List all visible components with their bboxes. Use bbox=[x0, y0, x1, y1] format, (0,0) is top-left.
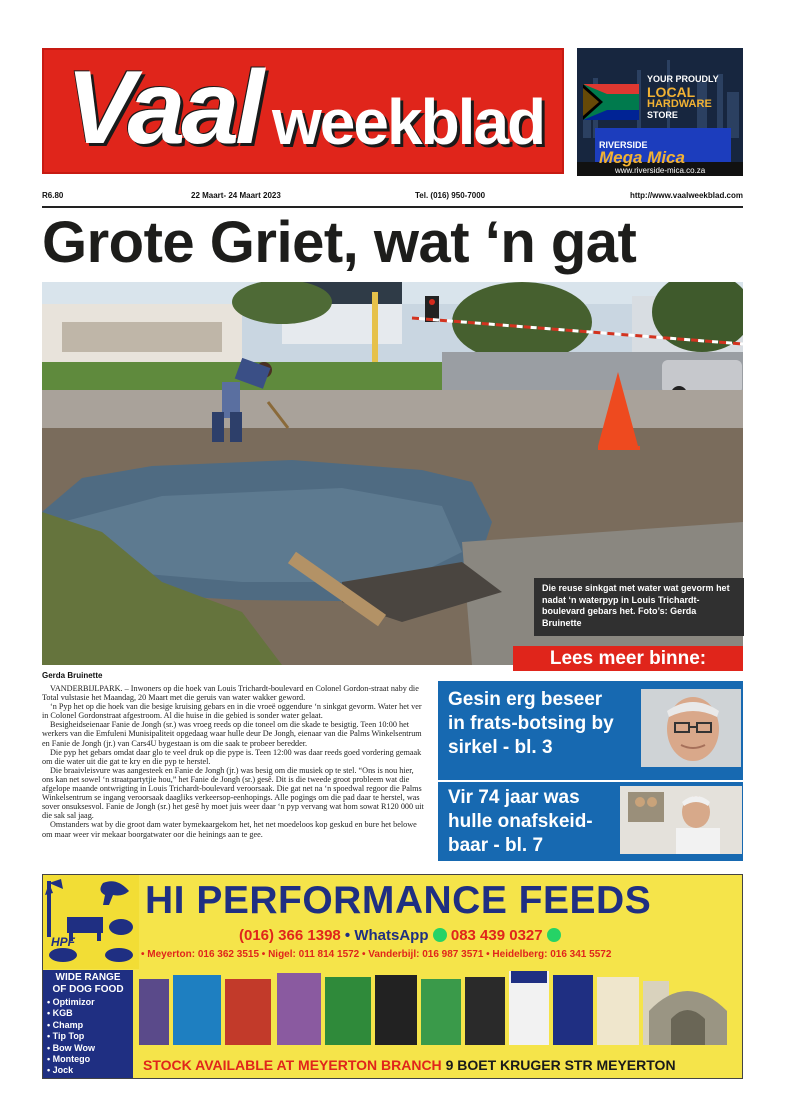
dog-food-brand: • Bow Wow bbox=[47, 1042, 95, 1053]
dog-food-brand-list bbox=[47, 997, 95, 1077]
ad-stock-line bbox=[143, 1057, 676, 1073]
south-africa-flag-icon bbox=[583, 84, 639, 120]
issue-info-bar bbox=[42, 191, 743, 205]
ad-brand-top: RIVERSIDE bbox=[599, 140, 648, 150]
ad-phone[interactable]: (016) 366 1398 bbox=[239, 927, 341, 944]
issue-dates: 22 Maart- 24 Maart 2023 bbox=[191, 191, 281, 200]
hpf-logo-lettering: HPF bbox=[51, 935, 75, 949]
teaser-headline: Gesin erg beseer in frats-botsing by sirkel - bl. 3 bbox=[448, 689, 614, 758]
ad-line-4: STORE bbox=[647, 110, 678, 120]
ad-branch-numbers: • Meyerton: 016 362 3515 • Nigel: 011 814 1572 • Vanderbijl: 016 987 3571 • Heidelberg: 016 341 5572 bbox=[141, 949, 612, 960]
dog-food-range-box bbox=[43, 970, 133, 1079]
issue-price: R6.80 bbox=[42, 191, 64, 200]
dog-food-heading: OF DOG FOOD bbox=[52, 984, 124, 995]
article-body bbox=[42, 684, 427, 839]
dog-food-brand: • Tip Top bbox=[47, 1031, 85, 1042]
page-headline: Grote Griet, wat ‘n gat bbox=[42, 210, 637, 275]
lees-meer-banner: Lees meer binne: bbox=[513, 646, 743, 671]
dog-food-brand: • Montego bbox=[47, 1054, 91, 1065]
ad-phone-line: (016) 366 1398 • WhatsApp 083 439 0327 bbox=[239, 927, 561, 944]
ad-brand-name: Mega Mica bbox=[599, 148, 685, 167]
dog-food-heading: WIDE RANGE bbox=[55, 972, 121, 983]
ad-line-2: LOCAL bbox=[647, 84, 696, 100]
ad-website[interactable]: www.riverside-mica.co.za bbox=[615, 166, 706, 175]
ad-whatsapp-number[interactable]: 083 439 0327 bbox=[450, 927, 543, 944]
ad-stock-text: STOCK AVAILABLE AT MEYERTON BRANCH bbox=[143, 1057, 442, 1073]
masthead-vaal: Vaal bbox=[66, 50, 261, 166]
dog-food-brand: • Champ bbox=[47, 1019, 84, 1030]
ad-whatsapp-label: WhatsApp bbox=[354, 927, 429, 944]
article-paragraph: VANDERBIJLPARK. – Inwoners op die hoek van Louis Trichardt-boulevard en Colonel Gordon-straat naby die Total vulstasie het Maandag, 20 Maart met die geruis van water wakker geword. bbox=[42, 684, 419, 703]
dog-food-products-image bbox=[139, 971, 739, 1051]
article-paragraph: Besigheidseienaar Fanie de Jongh (sr.) was vroeg reeds op die toneel om die skade te besigtig. Teen 10:00 het werkers van die Emfuleni Munisipaliteit opgedaag waar hulle deur De Jongh, eienaar van die Palms Winkelsentrum en Fanie de Jongh (jr.) van Cars4U bygestaan is om die saak te probeer beredder. bbox=[42, 720, 422, 748]
masthead-weekblad: weekblad bbox=[272, 86, 545, 158]
issue-website[interactable]: http://www.vaalweekblad.com bbox=[629, 191, 743, 200]
teaser-headline: Vir 74 jaar was hulle onafskeid- baar - bl. 7 bbox=[448, 787, 593, 856]
ad-line-1: YOUR PROUDLY bbox=[647, 74, 719, 84]
whatsapp-icon bbox=[547, 928, 561, 942]
hi-performance-feeds-ad[interactable] bbox=[42, 874, 743, 1079]
dog-food-brand: • KGB bbox=[47, 1008, 73, 1019]
corner-ad-riverside-mega-mica[interactable] bbox=[577, 48, 743, 176]
article-paragraph: Die pyp het gebars omdat daar glo te veel druk op die pype is. Teen 12:00 was daar reeds goed vordering gemaak om die water uit die gat te kry en die pyp te herstel. bbox=[42, 747, 422, 766]
article-paragraph: Omstanders wat by die groot dam water bymekaargekom het, het net moedeloos kop geskud en bure het belowe om maar weer vir mekaar boorgatwater oor die heinings aan te gee. bbox=[42, 820, 417, 839]
dog-food-brand: • Jock bbox=[47, 1065, 74, 1076]
article-paragraph: ‘n Pyp het op die hoek van die besige kruising gebars en in die vroeë oggendure ‘n sinkgat gevorm. Water het ver in Colonel Gordonstraat afgestroom. Al die huise in die gebied is sonder water gelaat. bbox=[42, 702, 422, 721]
photo-caption: Die reuse sinkgat met water wat gevorm het nadat ‘n waterpyp in Louis Trichardt-boulevard gebars het. Foto’s: Gerda Bruinette bbox=[534, 578, 744, 636]
article-paragraph: Die braaivleisvure was aangesteek en Fanie de Jongh (jr.) was besig om die musiek op te stel. “Ons is nou hier, ons kan net sowel ‘n straatpartytjie hou,” het Fanie de Jongh (sr.) gesê. Dit is die tweede groot probleem wat die afgelope maande ontwrigting in Louis Trichardt-boulevard veroorsaak. Die gat net na ‘n spoedwal regoor die Palms Winkelsentrum se ingang veroorsaak daagliks verkeersop-eenhopings. Alle pogings om die pad daar te herstel, was sover onsuksesvol. Fanie de Jongh (sr.) het gesê hy moet juis weer daar ‘n pyp vervang wat hom sowat R120 000 uit die sak sal jaag. bbox=[42, 765, 424, 821]
teaser-photo-man bbox=[641, 689, 741, 767]
ad-stock-address: 9 BOET KRUGER STR MEYERTON bbox=[445, 1057, 676, 1073]
issue-telephone: Tel. (016) 950-7000 bbox=[415, 191, 486, 200]
dog-food-brand: • Optimizor bbox=[47, 997, 95, 1007]
teaser-vir-74-jaar[interactable] bbox=[438, 782, 743, 861]
masthead bbox=[42, 48, 564, 174]
ad-line-3: HARDWARE bbox=[647, 98, 712, 110]
article-byline: Gerda Bruinette bbox=[42, 671, 103, 680]
teaser-photo-couple bbox=[620, 786, 742, 854]
header-divider bbox=[42, 206, 743, 208]
whatsapp-icon bbox=[433, 928, 447, 942]
hpf-logo bbox=[43, 875, 139, 969]
teaser-gesin-erg-beseer[interactable] bbox=[438, 681, 743, 780]
ad-title: HI PERFORMANCE FEEDS bbox=[145, 879, 652, 922]
